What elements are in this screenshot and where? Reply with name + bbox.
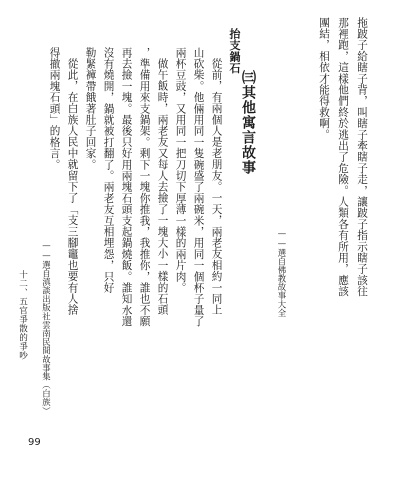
story-line: 兩杯豆豉，又用同一把刀切下厚薄一樣的兩片肉。 [174,47,187,294]
story-line: 得撤兩塊石頭」的格言。 [48,47,61,171]
story-line: 沒有燒開，鍋就被打翻了。兩老友互相埋怨，只好 [102,47,115,294]
prev-story-source: ——選自佛教故事大全 [277,228,287,318]
story-line: 從前，有兩個人是老朋友。一天，兩老友相約一同上 [210,58,223,316]
story-line: 從此，在白族人民中就留下了「支三腳竈也要有人捨 [66,58,79,316]
running-head: 十二、五官爭散的爭吵 [17,270,28,360]
story-source: ——選自滇談出版社雲南民間故事集（白族） [41,240,52,416]
story-line: 再去撿一塊。最後只好用兩塊石頭支起鍋燒飯。誰知水還 [120,47,133,327]
story-line: ，準備用來支鍋架。剩下一塊你推我，我推你，誰也不願 [138,47,151,327]
prev-story-line: 拖跛子給瞎子背，叫瞎子牽瞎子走，讓跛子指示瞎子該往 [356,17,368,297]
story-title: 抬支鍋石 [228,28,241,74]
prev-story-line: 那裡跑，這樣他們終於逃出了危險。人類各有所用，應該 [337,17,349,297]
prev-story-line: 團結，相依才能得救啊。 [318,17,330,141]
story-line: 勒緊褲帶餓著肚子回家。 [84,47,97,171]
story-line: 做午飯時，兩老友又每人去撿了一塊大小一樣的石頭 [156,58,169,316]
page-number: 99 [28,437,41,448]
section-title: ㈢其他寓言故事 [240,70,256,175]
story-line: 山砍柴。他倆用同一隻碗盛了兩碗米，用同一個杯子量了 [192,47,205,327]
